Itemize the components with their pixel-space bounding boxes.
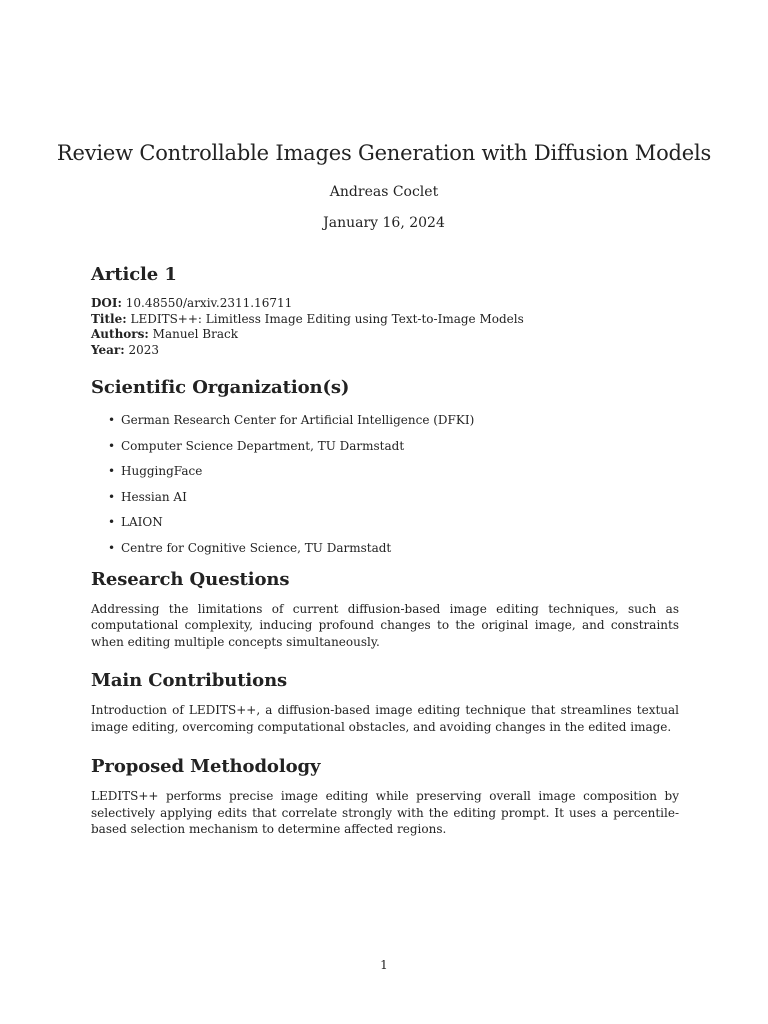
research-questions-heading: Research Questions (91, 568, 290, 590)
list-item (91, 540, 679, 556)
bullet-icon: • (108, 540, 116, 555)
methodology-section (91, 754, 679, 838)
research-questions-section (91, 567, 679, 651)
doi-line (91, 296, 679, 312)
organization-name: German Research Center for Artificial Intelligence (DFKI) (121, 413, 475, 427)
article-heading: Article 1 (91, 264, 177, 285)
research-questions-text: Addressing the limitations of current diffusion-based image editing techniques, such as computational complexity, inducing profound changes to the original image, and constraints when editing multiple concepts simultaneously. (91, 601, 679, 649)
document-body (91, 262, 679, 838)
article-section (91, 262, 679, 358)
document-author: Andreas Coclet (329, 184, 439, 200)
document-title: Review Controllable Images Generation with Diffusion Models (56, 141, 712, 165)
title-value: LEDITS++: Limitless Image Editing using Text-to-Image Models (130, 311, 524, 326)
main-contributions-section (91, 668, 679, 735)
bullet-icon: • (108, 489, 116, 504)
title-line (91, 312, 679, 328)
bullet-icon: • (108, 413, 116, 427)
title-label: Title: (91, 311, 127, 326)
year-value: 2023 (128, 342, 160, 357)
bullet-icon: • (108, 515, 116, 530)
organizations-section (91, 375, 679, 556)
main-contributions-heading: Main Contributions (91, 670, 288, 692)
methodology-heading: Proposed Methodology (91, 756, 321, 778)
list-item (91, 463, 679, 479)
organizations-list (91, 412, 679, 556)
list-item (91, 514, 679, 530)
organization-name: Hessian AI (121, 489, 187, 504)
list-item (91, 412, 679, 428)
organization-name: Centre for Cognitive Science, TU Darmstadt (121, 540, 392, 555)
organization-name: HuggingFace (121, 464, 203, 479)
page-number: 1 (380, 958, 388, 972)
authors-line (91, 327, 679, 343)
doi-value: 10.48550/arxiv.2311.16711 (125, 296, 293, 310)
main-contributions-text: Introduction of LEDITS++, a diffusion-based image editing technique that streamlines textual image editing, overcoming computational obstacles, and avoiding changes in the edited image. (91, 703, 679, 734)
organization-name: Computer Science Department, TU Darmstadt (121, 438, 405, 453)
year-label: Year: (91, 342, 125, 357)
bullet-icon: • (108, 464, 116, 479)
document-date: January 16, 2024 (323, 215, 445, 231)
authors-value: Manuel Brack (152, 327, 239, 341)
methodology-text: LEDITS++ performs precise image editing while preserving overall image composition by selectively applying edits that correlate strongly with the editing prompt. It uses a percentile-based selection mechanism to determine affected regions. (91, 789, 679, 837)
article-metadata (91, 296, 679, 358)
list-item (91, 438, 679, 454)
list-item (91, 489, 679, 505)
year-line (91, 343, 679, 359)
doi-label: DOI: (91, 296, 122, 310)
authors-label: Authors: (91, 327, 149, 341)
organizations-heading: Scientific Organization(s) (91, 377, 350, 398)
bullet-icon: • (108, 438, 116, 453)
organization-name: LAION (121, 515, 163, 530)
